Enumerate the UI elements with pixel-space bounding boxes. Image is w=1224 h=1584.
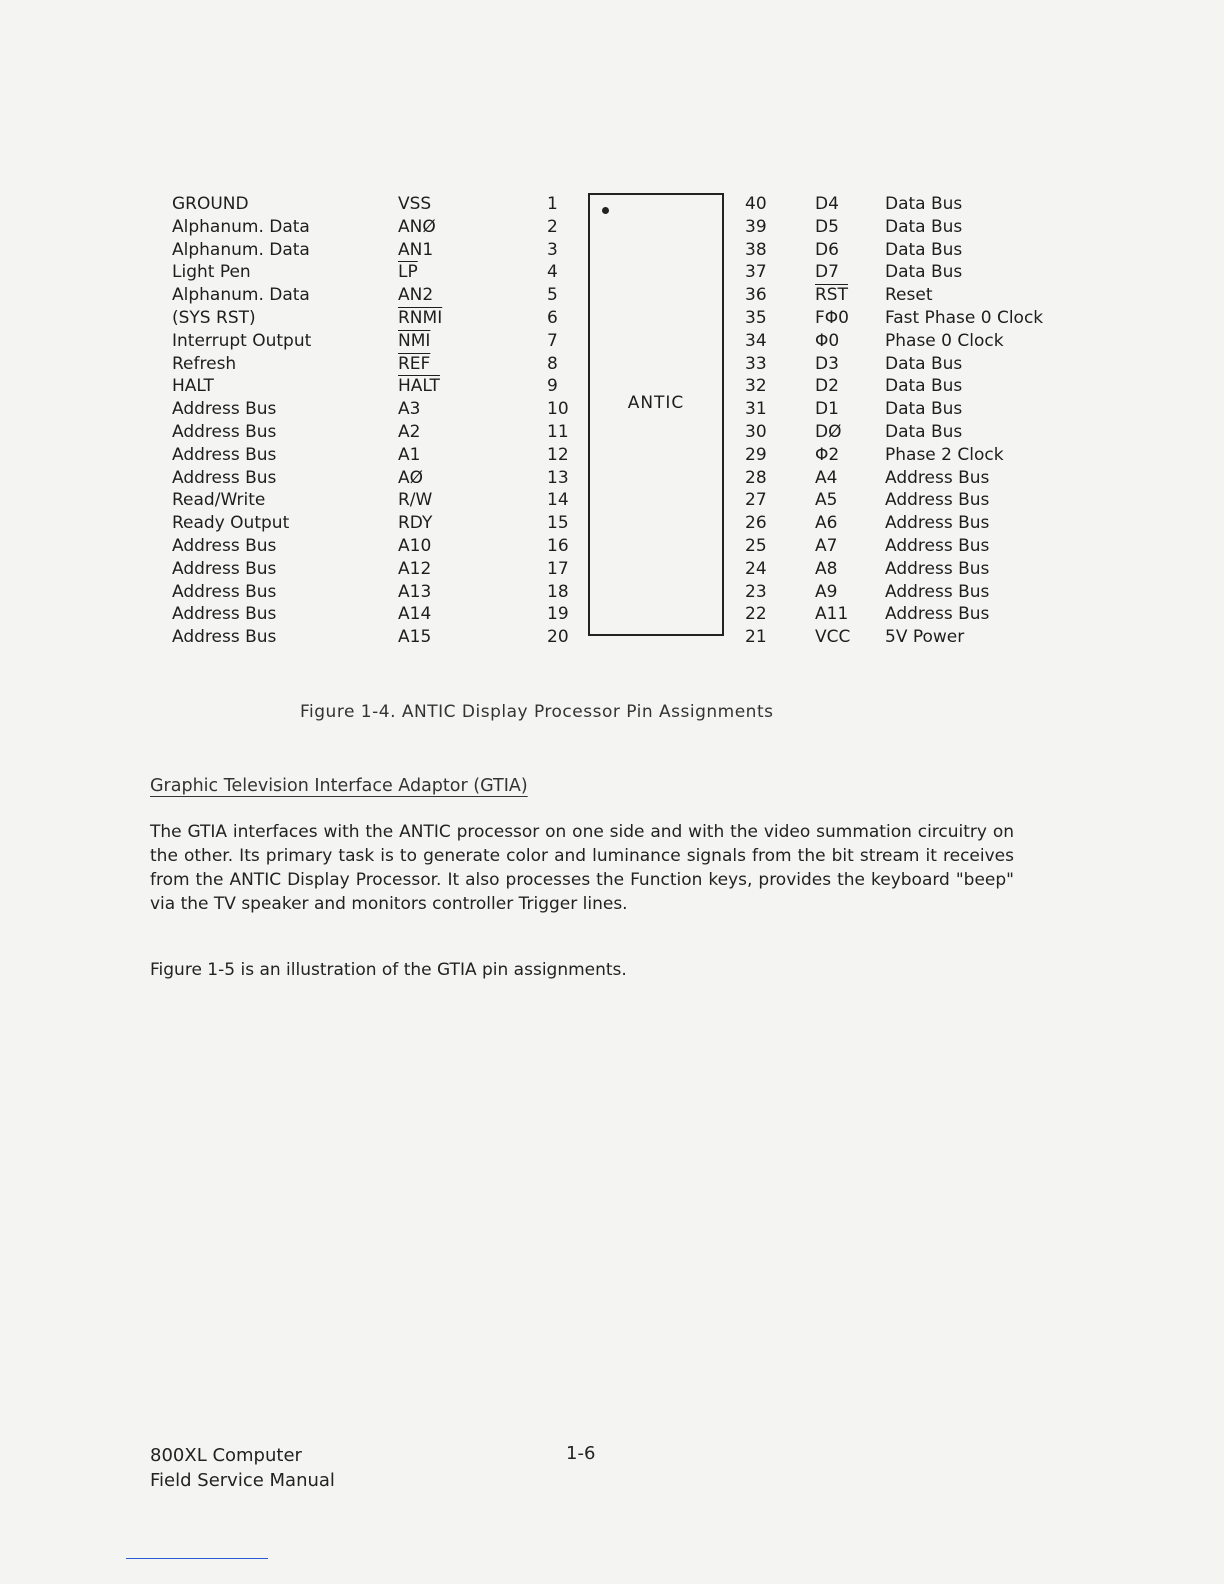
body-paragraph-2: Figure 1-5 is an illustration of the GTIA pin assignments. <box>150 960 627 980</box>
section-heading: Graphic Television Interface Adaptor (GTIA) <box>150 776 528 796</box>
body-paragraph: The GTIA interfaces with the ANTIC processor on one side and with the video summation circuitry on the other. Its primary task is to generate color and luminance signals from the bit stream it receives from the ANTIC Display Processor. It also processes the Function keys, provides the keyboard "beep" via the TV speaker and monitors controller Trigger lines. <box>150 822 1014 914</box>
pin-description: Address Bus <box>172 558 277 579</box>
pin-description: Address Bus <box>885 581 990 602</box>
pin-number: 3 <box>547 239 558 260</box>
pin-number: 25 <box>745 536 767 556</box>
pin-number: 12 <box>547 444 569 465</box>
pin-signal: $\overline{NMI}$ <box>398 330 431 351</box>
pin-signal: D5 <box>815 216 839 237</box>
footer-title <box>150 1443 335 1493</box>
pin-description: HALT <box>172 376 214 397</box>
pin-signal: AØ <box>398 467 424 488</box>
pin-signal: A10 <box>398 536 432 556</box>
chip-outline <box>588 193 724 636</box>
pin-description: Address Bus <box>172 627 277 648</box>
pin-number: 17 <box>547 558 569 579</box>
pin-number: 20 <box>547 627 569 648</box>
pin-signal: D6 <box>815 239 839 260</box>
pin-signal: HALT <box>398 376 440 397</box>
pin-number: 38 <box>745 239 767 260</box>
pin-description: Data Bus <box>885 216 963 237</box>
pin-number: 1 <box>547 194 558 214</box>
bottom-rule <box>126 1558 268 1559</box>
pin-number: 13 <box>547 467 569 488</box>
pin-number: 19 <box>547 604 569 625</box>
pin-description: (SYS RST) <box>172 308 256 328</box>
pin-number: 26 <box>745 513 767 534</box>
pin-signal: AN2 <box>398 285 434 306</box>
pin-signal: A14 <box>398 604 432 625</box>
pin-number: 7 <box>547 330 558 351</box>
footer-line-1: 800XL Computer <box>150 1445 302 1466</box>
pin1-marker-dot <box>602 207 609 214</box>
pin-number: 2 <box>547 216 558 237</box>
pin-signal: D2 <box>815 376 839 397</box>
pin-signal: A8 <box>815 558 838 579</box>
pin-description: Address Bus <box>172 399 277 420</box>
pin-number: 22 <box>745 604 767 625</box>
pin-signal: A11 <box>815 604 849 625</box>
pin-description: 5V Power <box>885 627 965 648</box>
pin-number: 24 <box>745 558 767 579</box>
pin-signal: A9 <box>815 581 838 602</box>
pin-number: 10 <box>547 399 569 420</box>
pin-description: Address Bus <box>172 444 277 465</box>
pin-description: Phase 0 Clock <box>885 330 1004 351</box>
pin-description: Address Bus <box>885 513 990 534</box>
pin-description: Phase 2 Clock <box>885 444 1004 465</box>
pin-description: Address Bus <box>172 604 277 625</box>
pin-number: 35 <box>745 308 767 328</box>
pin-number: 23 <box>745 581 767 602</box>
pin-description: Alphanum. Data <box>172 239 310 260</box>
pin-description: Light Pen <box>172 262 251 283</box>
pin-signal: VCC <box>815 627 851 648</box>
pin-number: 34 <box>745 330 767 351</box>
pin-number: 15 <box>547 513 569 534</box>
pin-signal: VSS <box>398 194 432 214</box>
pin-number: 40 <box>745 194 767 214</box>
pin-number: 28 <box>745 467 767 488</box>
pin-signal: A7 <box>815 536 838 556</box>
pin-description: Address Bus <box>172 467 277 488</box>
pin-signal: A2 <box>398 422 421 442</box>
pin-signal: A12 <box>398 558 432 579</box>
pin-number: 16 <box>547 536 569 556</box>
pin-number: 32 <box>745 376 767 397</box>
pin-number: 36 <box>745 285 767 306</box>
pin-description: Alphanum. Data <box>172 216 310 237</box>
page-number: 1-6 <box>566 1443 596 1464</box>
pin-signal: RNMI <box>398 308 443 328</box>
pin-number: 4 <box>547 262 558 283</box>
pin-signal: A4 <box>815 467 838 488</box>
pin-description: Address Bus <box>885 490 990 511</box>
pin-signal: A3 <box>398 399 421 420</box>
pin-signal: A15 <box>398 627 432 648</box>
pin-signal: $\overline{REF}$ <box>398 353 431 374</box>
pin-number: 31 <box>745 399 767 420</box>
pin-description: Data Bus <box>885 422 963 442</box>
pin-number: 27 <box>745 490 767 511</box>
pin-signal: A1 <box>398 444 421 465</box>
figure-caption: Figure 1-4. ANTIC Display Processor Pin Assignments <box>300 702 774 722</box>
pin-signal: $\overline{LP}$ <box>398 262 418 283</box>
pin-number: 29 <box>745 444 767 465</box>
pin-description: Data Bus <box>885 262 963 283</box>
pin-number: 5 <box>547 285 558 306</box>
pin-signal: D1 <box>815 399 839 420</box>
pin-signal: Φ0 <box>815 330 840 351</box>
pin-description: Address Bus <box>885 467 990 488</box>
pin-number: 14 <box>547 490 569 511</box>
pin-description: Ready Output <box>172 513 290 534</box>
pin-signal: FΦ0 <box>815 308 849 328</box>
pin-number: 39 <box>745 216 767 237</box>
pin-signal: ANØ <box>398 216 436 237</box>
pin-description: Address Bus <box>885 558 990 579</box>
pin-signal: D4 <box>815 194 839 214</box>
pin-signal: D3 <box>815 353 839 374</box>
chip-label: ANTIC <box>627 393 685 413</box>
pin-number: 11 <box>547 422 569 442</box>
pin-signal: A5 <box>815 490 838 511</box>
pin-description: Reset <box>885 285 933 306</box>
pin-signal: D7 <box>815 262 839 283</box>
pin-signal: RDY <box>398 513 433 534</box>
pin-signal: A13 <box>398 581 432 602</box>
pin-description: Address Bus <box>885 604 990 625</box>
pin-description: Fast Phase 0 Clock <box>885 308 1044 328</box>
pin-description: Data Bus <box>885 399 963 420</box>
pin-description: Alphanum. Data <box>172 285 310 306</box>
pin-number: 30 <box>745 422 767 442</box>
pin-description: Data Bus <box>885 353 963 374</box>
pin-signal: AN1 <box>398 239 434 260</box>
pin-description: Interrupt Output <box>172 330 312 351</box>
pin-number: 37 <box>745 262 767 283</box>
pin-description: Data Bus <box>885 376 963 397</box>
pin-number: 6 <box>547 308 558 328</box>
pin-description: GROUND <box>172 194 249 214</box>
pin-signal: DØ <box>815 422 842 442</box>
pin-description: Data Bus <box>885 194 963 214</box>
pin-number: 9 <box>547 376 558 397</box>
pin-signal: A6 <box>815 513 838 534</box>
pin-description: Read/Write <box>172 490 266 511</box>
pin-description: Address Bus <box>172 422 277 442</box>
pin-number: 18 <box>547 581 569 602</box>
pin-number: 8 <box>547 353 558 374</box>
footer-line-2: Field Service Manual <box>150 1470 335 1491</box>
pin-description: Refresh <box>172 353 237 374</box>
pin-description: Address Bus <box>885 536 990 556</box>
pin-description: Address Bus <box>172 536 277 556</box>
pin-number: 21 <box>745 627 767 648</box>
pin-description: Data Bus <box>885 239 963 260</box>
pin-description: Address Bus <box>172 581 277 602</box>
pin-signal: Φ2 <box>815 444 840 465</box>
pin-signal: R/W <box>398 490 433 511</box>
pin-signal: $\overline{RST}$ <box>815 285 848 306</box>
pin-number: 33 <box>745 353 767 374</box>
